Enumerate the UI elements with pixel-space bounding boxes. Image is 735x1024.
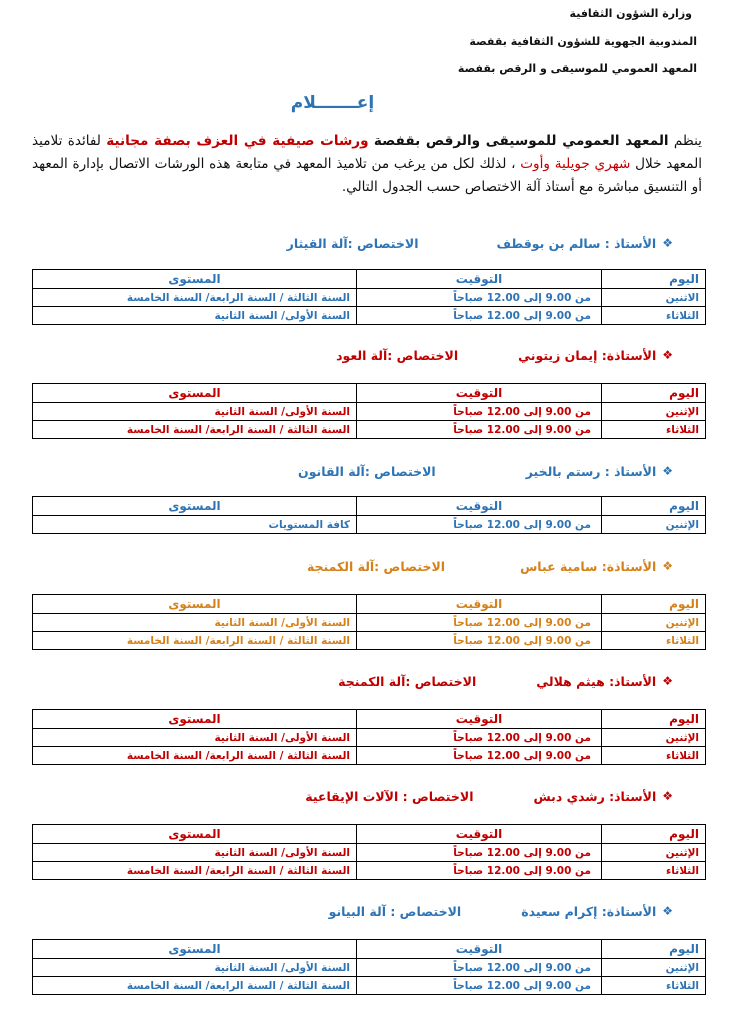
- cell-time: من 9.00 إلى 12.00 صباحاً: [357, 403, 602, 421]
- cell-day: الثلاثاء: [602, 307, 706, 325]
- cell-time: من 9.00 إلى 12.00 صباحاً: [357, 516, 602, 534]
- cell-time: من 9.00 إلى 12.00 صباحاً: [357, 289, 602, 307]
- cell-level: السنة الأولى/ السنة الثانية: [33, 959, 357, 977]
- cell-day: الإثنين: [602, 959, 706, 977]
- cell-day: الاثنين: [602, 289, 706, 307]
- cell-level: السنة الثالثة / السنة الرابعة/ السنة الخامسة: [33, 421, 357, 439]
- header-level: المستوى: [33, 270, 357, 289]
- cell-day: الإثنين: [602, 516, 706, 534]
- table-row: [33, 977, 706, 995]
- cell-day: الإثنين: [602, 844, 706, 862]
- cell-level: السنة الأولى/ السنة الثانية: [33, 307, 357, 325]
- table-header-row: [33, 384, 706, 403]
- header-day: اليوم: [602, 940, 706, 959]
- cell-time: من 9.00 إلى 12.00 صباحاً: [357, 614, 602, 632]
- header-level: المستوى: [33, 595, 357, 614]
- cell-day: الإثنين: [602, 614, 706, 632]
- teacher-line: [307, 556, 673, 576]
- cell-time: من 9.00 إلى 12.00 صباحاً: [357, 862, 602, 880]
- diamond-bullet-icon: ❖: [662, 904, 673, 918]
- teacher-line: [336, 345, 673, 365]
- cell-level: السنة الثالثة / السنة الرابعة/ السنة الخامسة: [33, 977, 357, 995]
- cell-day: الثلاثاء: [602, 421, 706, 439]
- teacher-name: الأستاذ: رشدي دبش: [533, 788, 657, 804]
- table-row: [33, 729, 706, 747]
- cell-time: من 9.00 إلى 12.00 صباحاً: [357, 729, 602, 747]
- schedule-table: [32, 939, 706, 995]
- table-row: [33, 289, 706, 307]
- header-time: التوقيت: [357, 940, 602, 959]
- diamond-bullet-icon: ❖: [662, 464, 673, 478]
- teacher-name: الأستاذة: إيمان زيتوني: [518, 347, 657, 363]
- teacher-line: [287, 233, 673, 253]
- table-row: [33, 844, 706, 862]
- header-day: اليوم: [602, 710, 706, 729]
- header-level: المستوى: [33, 710, 357, 729]
- cell-level: السنة الثالثة / السنة الرابعة/ السنة الخامسة: [33, 862, 357, 880]
- intro-paragraph: ينظم المعهد العمومي للموسيقى والرقص بقفصة ورشات صيفية في العزف بصفة مجانية لفائدة تلاميذ المعهد خلال شهري جويلية وأوت ، لذلك لكل من يرغب من تلاميذ المعهد في متابعة هذه الورشات الاتصال بإدارة المعهد أو التنسيق مباشرة مع أستاذ آلة الاختصاص حسب الجدول التالي.: [32, 133, 702, 195]
- ministry-name: وزارة الشؤون الثقافية: [569, 7, 692, 20]
- specialty-label: الاختصاص :آلة العود: [336, 347, 459, 363]
- cell-time: من 9.00 إلى 12.00 صباحاً: [357, 977, 602, 995]
- teacher-line: [298, 461, 673, 481]
- table-row: [33, 403, 706, 421]
- specialty-label: الاختصاص :آلة الكمنجة: [338, 673, 477, 689]
- diamond-bullet-icon: ❖: [662, 559, 673, 573]
- teacher-name: الأستاذ : سالم بن بوقطف: [496, 235, 657, 251]
- cell-day: الإثنين: [602, 729, 706, 747]
- schedule-table: [32, 269, 706, 325]
- header-time: التوقيت: [357, 270, 602, 289]
- table-row: [33, 307, 706, 325]
- diamond-bullet-icon: ❖: [662, 674, 673, 688]
- cell-level: السنة الأولى/ السنة الثانية: [33, 614, 357, 632]
- header-day: اليوم: [602, 825, 706, 844]
- teacher-line: [329, 901, 673, 921]
- diamond-bullet-icon: ❖: [662, 348, 673, 362]
- specialty-label: الاختصاص :آلة القيثار: [286, 235, 419, 251]
- schedule-table: [32, 496, 706, 534]
- cell-level: السنة الأولى/ السنة الثانية: [33, 729, 357, 747]
- header-time: التوقيت: [357, 825, 602, 844]
- cell-level: السنة الثالثة / السنة الرابعة/ السنة الخامسة: [33, 289, 357, 307]
- cell-level: السنة الثالثة / السنة الرابعة/ السنة الخامسة: [33, 747, 357, 765]
- header-level: المستوى: [33, 940, 357, 959]
- table-row: [33, 614, 706, 632]
- schedule-table: [32, 824, 706, 880]
- table-row: [33, 421, 706, 439]
- header-time: التوقيت: [357, 595, 602, 614]
- cell-day: الثلاثاء: [602, 747, 706, 765]
- table-header-row: [33, 595, 706, 614]
- cell-time: من 9.00 إلى 12.00 صباحاً: [357, 421, 602, 439]
- specialty-label: الاختصاص : آلة البيانو: [328, 903, 462, 919]
- teacher-name: الأستاذة: سامية عباس: [520, 558, 657, 574]
- table-row: [33, 862, 706, 880]
- specialty-label: الاختصاص : الآلات الإيقاعية: [305, 788, 474, 804]
- header-time: التوقيت: [357, 710, 602, 729]
- table-header-row: [33, 825, 706, 844]
- table-row: [33, 747, 706, 765]
- table-header-row: [33, 710, 706, 729]
- table-row: [33, 516, 706, 534]
- cell-level: كافة المستويات: [33, 516, 357, 534]
- cell-time: من 9.00 إلى 12.00 صباحاً: [357, 747, 602, 765]
- header-level: المستوى: [33, 497, 357, 516]
- teacher-name: الأستاذ: هيثم هلالي: [536, 673, 657, 689]
- schedule-table: [32, 709, 706, 765]
- header-day: اليوم: [602, 270, 706, 289]
- schedule-table: [32, 383, 706, 439]
- cell-time: من 9.00 إلى 12.00 صباحاً: [357, 632, 602, 650]
- cell-time: من 9.00 إلى 12.00 صباحاً: [357, 959, 602, 977]
- specialty-label: الاختصاص :آلة الكمنجة: [306, 558, 446, 574]
- cell-day: الإثنين: [602, 403, 706, 421]
- header-time: التوقيت: [357, 384, 602, 403]
- header-day: اليوم: [602, 595, 706, 614]
- diamond-bullet-icon: ❖: [662, 789, 673, 803]
- cell-day: الثلاثاء: [602, 862, 706, 880]
- header-level: المستوى: [33, 384, 357, 403]
- table-header-row: [33, 270, 706, 289]
- teacher-name: الأستاذ : رستم بالخير: [525, 463, 657, 479]
- schedule-table: [32, 594, 706, 650]
- cell-day: الثلاثاء: [602, 977, 706, 995]
- table-header-row: [33, 497, 706, 516]
- cell-level: السنة الأولى/ السنة الثانية: [33, 403, 357, 421]
- teacher-name: الأستاذة: إكرام سعيدة: [521, 903, 657, 919]
- cell-level: السنة الثالثة / السنة الرابعة/ السنة الخامسة: [33, 632, 357, 650]
- table-header-row: [33, 940, 706, 959]
- table-row: [33, 632, 706, 650]
- header-level: المستوى: [33, 825, 357, 844]
- header-day: اليوم: [602, 384, 706, 403]
- cell-time: من 9.00 إلى 12.00 صباحاً: [357, 307, 602, 325]
- header-day: اليوم: [602, 497, 706, 516]
- institute-name: المعهد العمومي للموسيقى و الرقص بقفصة: [457, 62, 697, 75]
- teacher-line: [338, 671, 673, 691]
- header-time: التوقيت: [357, 497, 602, 516]
- regional-delegation: المندوبية الجهوية للشؤون الثقافية بقفصة: [469, 35, 697, 48]
- cell-level: السنة الأولى/ السنة الثانية: [33, 844, 357, 862]
- page-title: إعـــــــلام: [290, 93, 375, 113]
- specialty-label: الاختصاص :آلة القانون: [298, 463, 436, 479]
- teacher-line: [305, 786, 673, 806]
- cell-time: من 9.00 إلى 12.00 صباحاً: [357, 844, 602, 862]
- cell-day: الثلاثاء: [602, 632, 706, 650]
- diamond-bullet-icon: ❖: [662, 236, 673, 250]
- table-row: [33, 959, 706, 977]
